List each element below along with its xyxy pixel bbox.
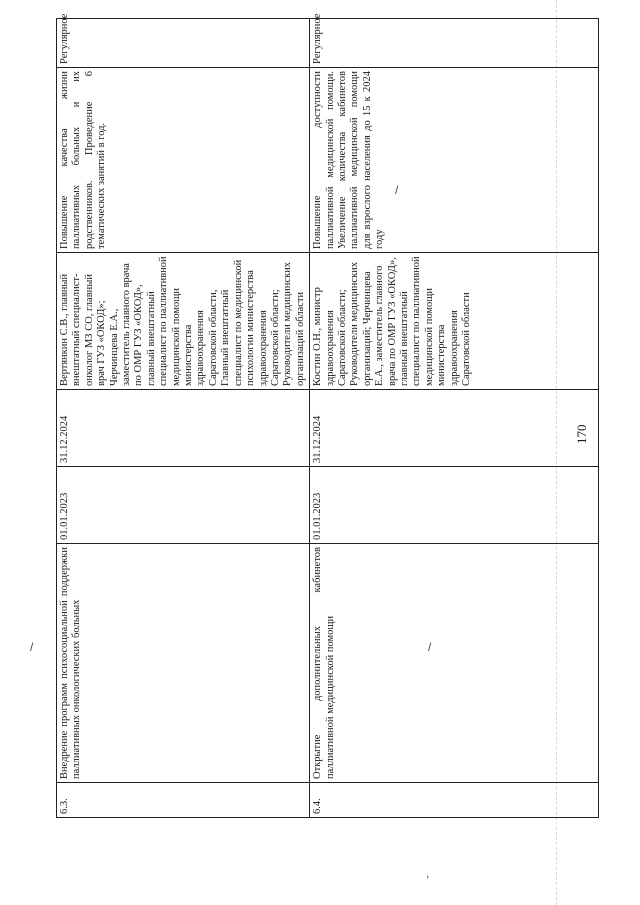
rotated-page-content: [56, 13, 592, 818]
start-date-cell: 01.01.2023: [310, 467, 599, 544]
activity-name-cell: Внедрение программ психосоциальной поддержки паллиативных онкологических больных: [57, 544, 310, 783]
table-row: [57, 19, 310, 818]
result-cell: Повышение качества жизни паллиативных больных и их родственников. Проведение 6 тематических занятий в год.: [57, 68, 310, 253]
end-date-cell: 31.12.2024: [57, 390, 310, 467]
page-number: 170: [574, 424, 589, 444]
row-number-cell: 6.4.: [310, 783, 599, 818]
row-number-cell: 6.3.: [57, 783, 310, 818]
periodicity-cell: Регулярное: [310, 19, 599, 68]
activity-plan-table: [56, 13, 599, 818]
periodicity-cell: Регулярное: [57, 19, 310, 68]
end-date-cell: 31.12.2024: [310, 390, 599, 467]
scan-speck-mark: /: [30, 640, 34, 654]
responsible-cell: Вертянкин С.В., главный внештатный специалист-онколог МЗ СО, главный врач ГУЗ «ОКОД»; Черчинцева Е.А., заместитель главного врача по ОМР ГУЗ «ОКОД», главный внештатный специалист по паллиативной медицинской помощи министерства здравоохранения Саратовской области, Главный внештатный специалист по медицинской психологии министерства здравоохранения Саратовской области; Руководители медицинских организаций области: [57, 253, 310, 390]
scan-speck-mark: /: [428, 640, 432, 654]
table-row: [310, 19, 599, 818]
start-date-cell: 01.01.2023: [57, 467, 310, 544]
activity-name-cell: Открытие дополнительных кабинетов паллиативной медицинской помощи: [310, 544, 599, 783]
result-cell: Повышение доступности паллиативной медицинской помощи. Увеличение количества кабинетов паллиативной медицинской помощи для взрослого населения до 15 к 2024 году: [310, 68, 599, 253]
scan-speck-mark: /: [395, 183, 399, 197]
scan-speck-mark: ,: [426, 866, 430, 880]
responsible-cell: Костин О.Н., министр здравоохранения Саратовской области; Руководители медицинских организаций; Черчинцева Е.А., заместитель главного врача по ОМР ГУЗ «ОКОД», главный внештатный специалист по паллиативной медицинской помощи министерства здравоохранения Саратовской области: [310, 253, 599, 390]
